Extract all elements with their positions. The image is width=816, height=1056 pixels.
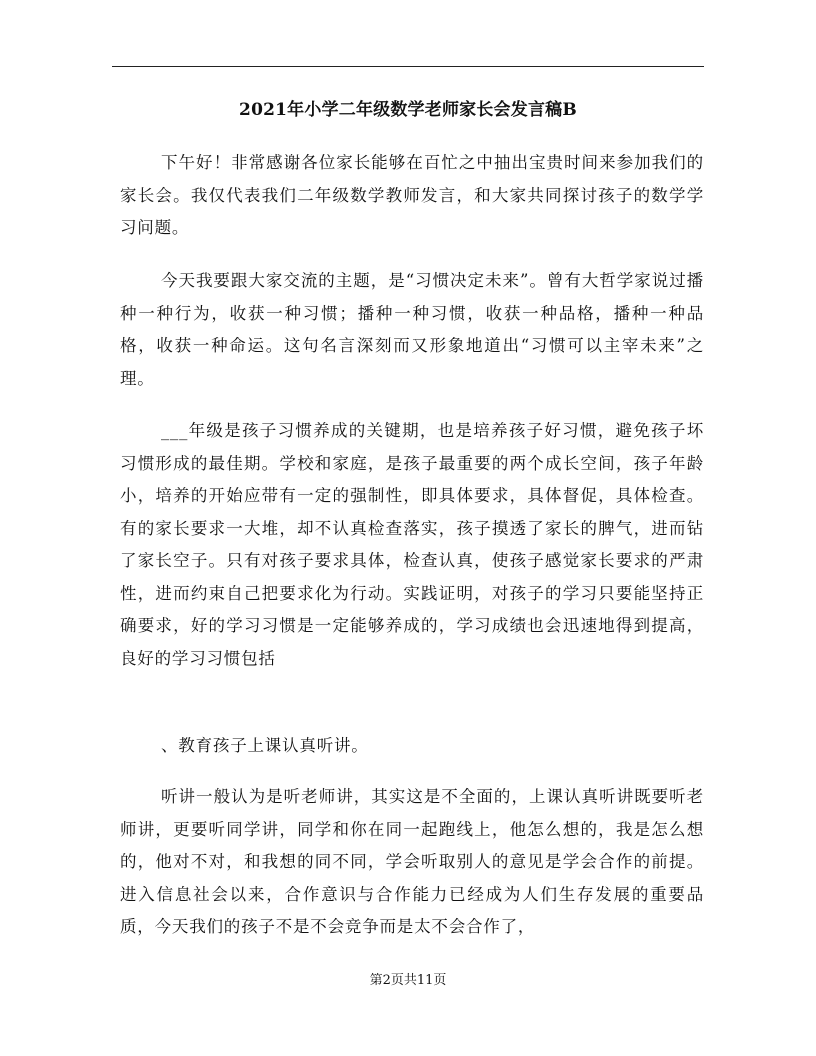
paragraph-listening-heading: 、教育孩子上课认真听讲。 (161, 736, 369, 755)
paragraph-listening: 听讲一般认为是听老师讲，其实这是不全面的，上课认真听讲既要听老师讲，更要听同学讲，同学和你在同一起跑线上，他怎么想的，我是怎么想的，他对不对，和我想的同不同，学会听取别人的意见是学会合作的前提。进入信息社会以来，合作意识与合作能力已经成为人们生存发展的重要品质，今天我们的孩子不是不会竞争而是太不会合作了， (120, 787, 704, 936)
paragraph-habits: ___年级是孩子习惯养成的关键期，也是培养孩子好习惯，避免孩子坏习惯形成的最佳期。学校和家庭，是孩子最重要的两个成长空间，孩子年龄小，培养的开始应带有一定的强制性，即具体要求，具体督促，具体检查。有的家长要求一大堆，却不认真检查落实，孩子摸透了家长的脾气，进而钻了家长空子。只有对孩子要求具体，检查认真，使孩子感觉家长要求的严肃性，进而约束自己把要求化为行动。实践证明，对孩子的学习只要能坚持正确要求，好的学习习惯是一定能够养成的，学习成绩也会迅速地得到提高，良好的学习习惯包括 (120, 421, 704, 668)
paragraph-theme: 今天我要跟大家交流的主题，是“习惯决定未来”。曾有大哲学家说过播种一种行为，收获一种习惯；播种一种习惯，收获一种品格，播种一种品格，收获一种命运。这句名言深刻而又形象地道出“习惯可以主宰未来”之理。 (120, 271, 704, 388)
document-title: 2021年小学二年级数学老师家长会发言稿B (239, 100, 577, 120)
paragraph-greeting: 下午好！非常感谢各位家长能够在百忙之中抽出宝贵时间来参加我们的家长会。我仅代表我们二年级数学教师发言，和大家共同探讨孩子的数学学习问题。 (120, 153, 704, 237)
page-number: 第2页共11页 (369, 973, 447, 988)
header-rule (112, 66, 704, 67)
